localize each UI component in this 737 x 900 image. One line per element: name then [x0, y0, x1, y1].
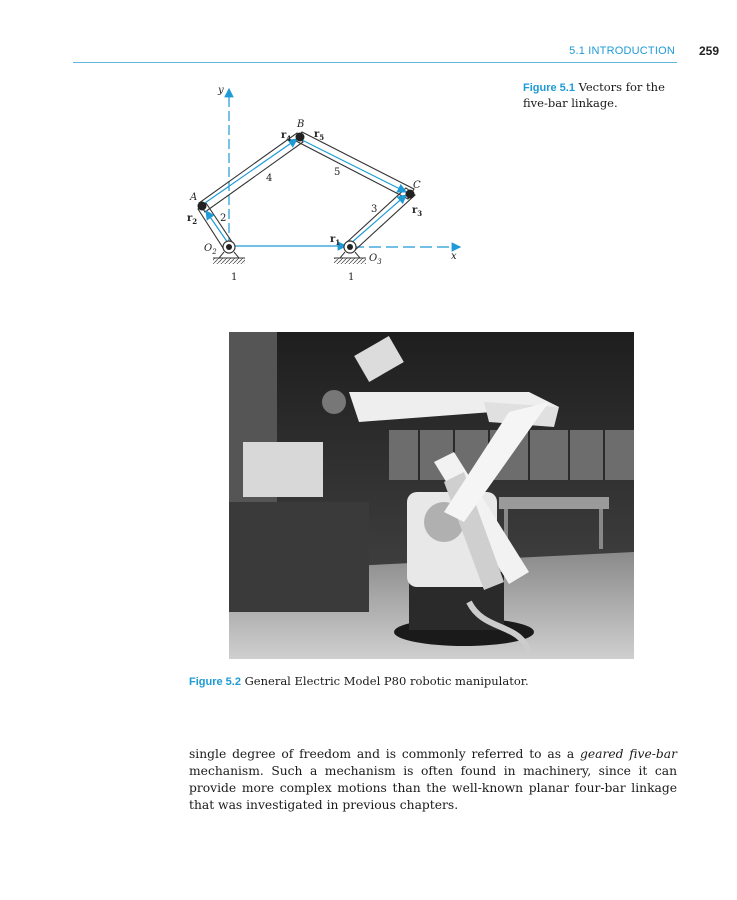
section-title: 5.1 INTRODUCTION	[569, 45, 675, 57]
five-bar-linkage-diagram	[170, 75, 470, 290]
link-2-number: 2	[220, 213, 227, 224]
y-axis-label: y	[218, 85, 224, 96]
link-4-number: 4	[266, 173, 273, 184]
vector-r4	[202, 139, 297, 205]
body-text-start: single degree of freedom and is commonly referred to as a	[189, 747, 580, 762]
vector-r5	[300, 139, 406, 192]
link-4	[199, 133, 303, 212]
figure-5-2-label: Figure 5.2	[189, 676, 241, 688]
body-emphasis: geared five-bar	[579, 747, 677, 762]
link-3-number: 3	[371, 204, 378, 215]
link-5-number: 5	[334, 167, 341, 178]
point-a-label: A	[190, 192, 198, 203]
joint-o2-pin	[226, 244, 232, 250]
body-text-end: mechanism. Such a mechanism is often found in machinery, since it can provide more complex motions than the well-known planar four-bar linkage that was investigated in previous chapters.	[189, 764, 677, 813]
body-paragraph	[189, 746, 677, 814]
ground-right	[334, 252, 366, 264]
r2-label: $r_2$	[187, 213, 198, 226]
r3-label: $r_3$	[412, 205, 423, 218]
robot-manipulator-photo	[229, 332, 634, 659]
x-axis-label: x	[451, 251, 457, 262]
ground-left-number: 1	[231, 272, 238, 283]
point-c-label: C	[413, 180, 421, 191]
joint-b	[296, 133, 305, 142]
figure-5-1-label: Figure 5.1	[523, 82, 575, 94]
figure-5-1-text: Vectors for the five-bar linkage.	[523, 80, 665, 110]
page-number: 259	[698, 44, 719, 58]
r4-label: $r_4$	[281, 130, 292, 143]
linkage-bars	[198, 132, 415, 251]
ground-right-number: 1	[348, 272, 355, 283]
r5-label: $r_5$	[314, 129, 325, 142]
joint-a	[198, 202, 207, 211]
figure-5-2-caption	[189, 674, 689, 688]
point-o3-label: $O_3$	[369, 253, 382, 266]
link-5	[296, 132, 414, 199]
running-header	[0, 44, 737, 60]
point-b-label: B	[297, 119, 305, 130]
figure-5-1-caption	[523, 80, 673, 111]
header-rule	[73, 62, 677, 63]
joint-o3-pin	[347, 244, 353, 250]
vector-r3	[350, 195, 406, 244]
ground-left	[213, 252, 245, 264]
figure-5-2-text: General Electric Model P80 robotic manipulator.	[244, 674, 529, 688]
point-o2-label: $O_2$	[204, 243, 217, 256]
r1-label: $r_1$	[330, 234, 341, 247]
